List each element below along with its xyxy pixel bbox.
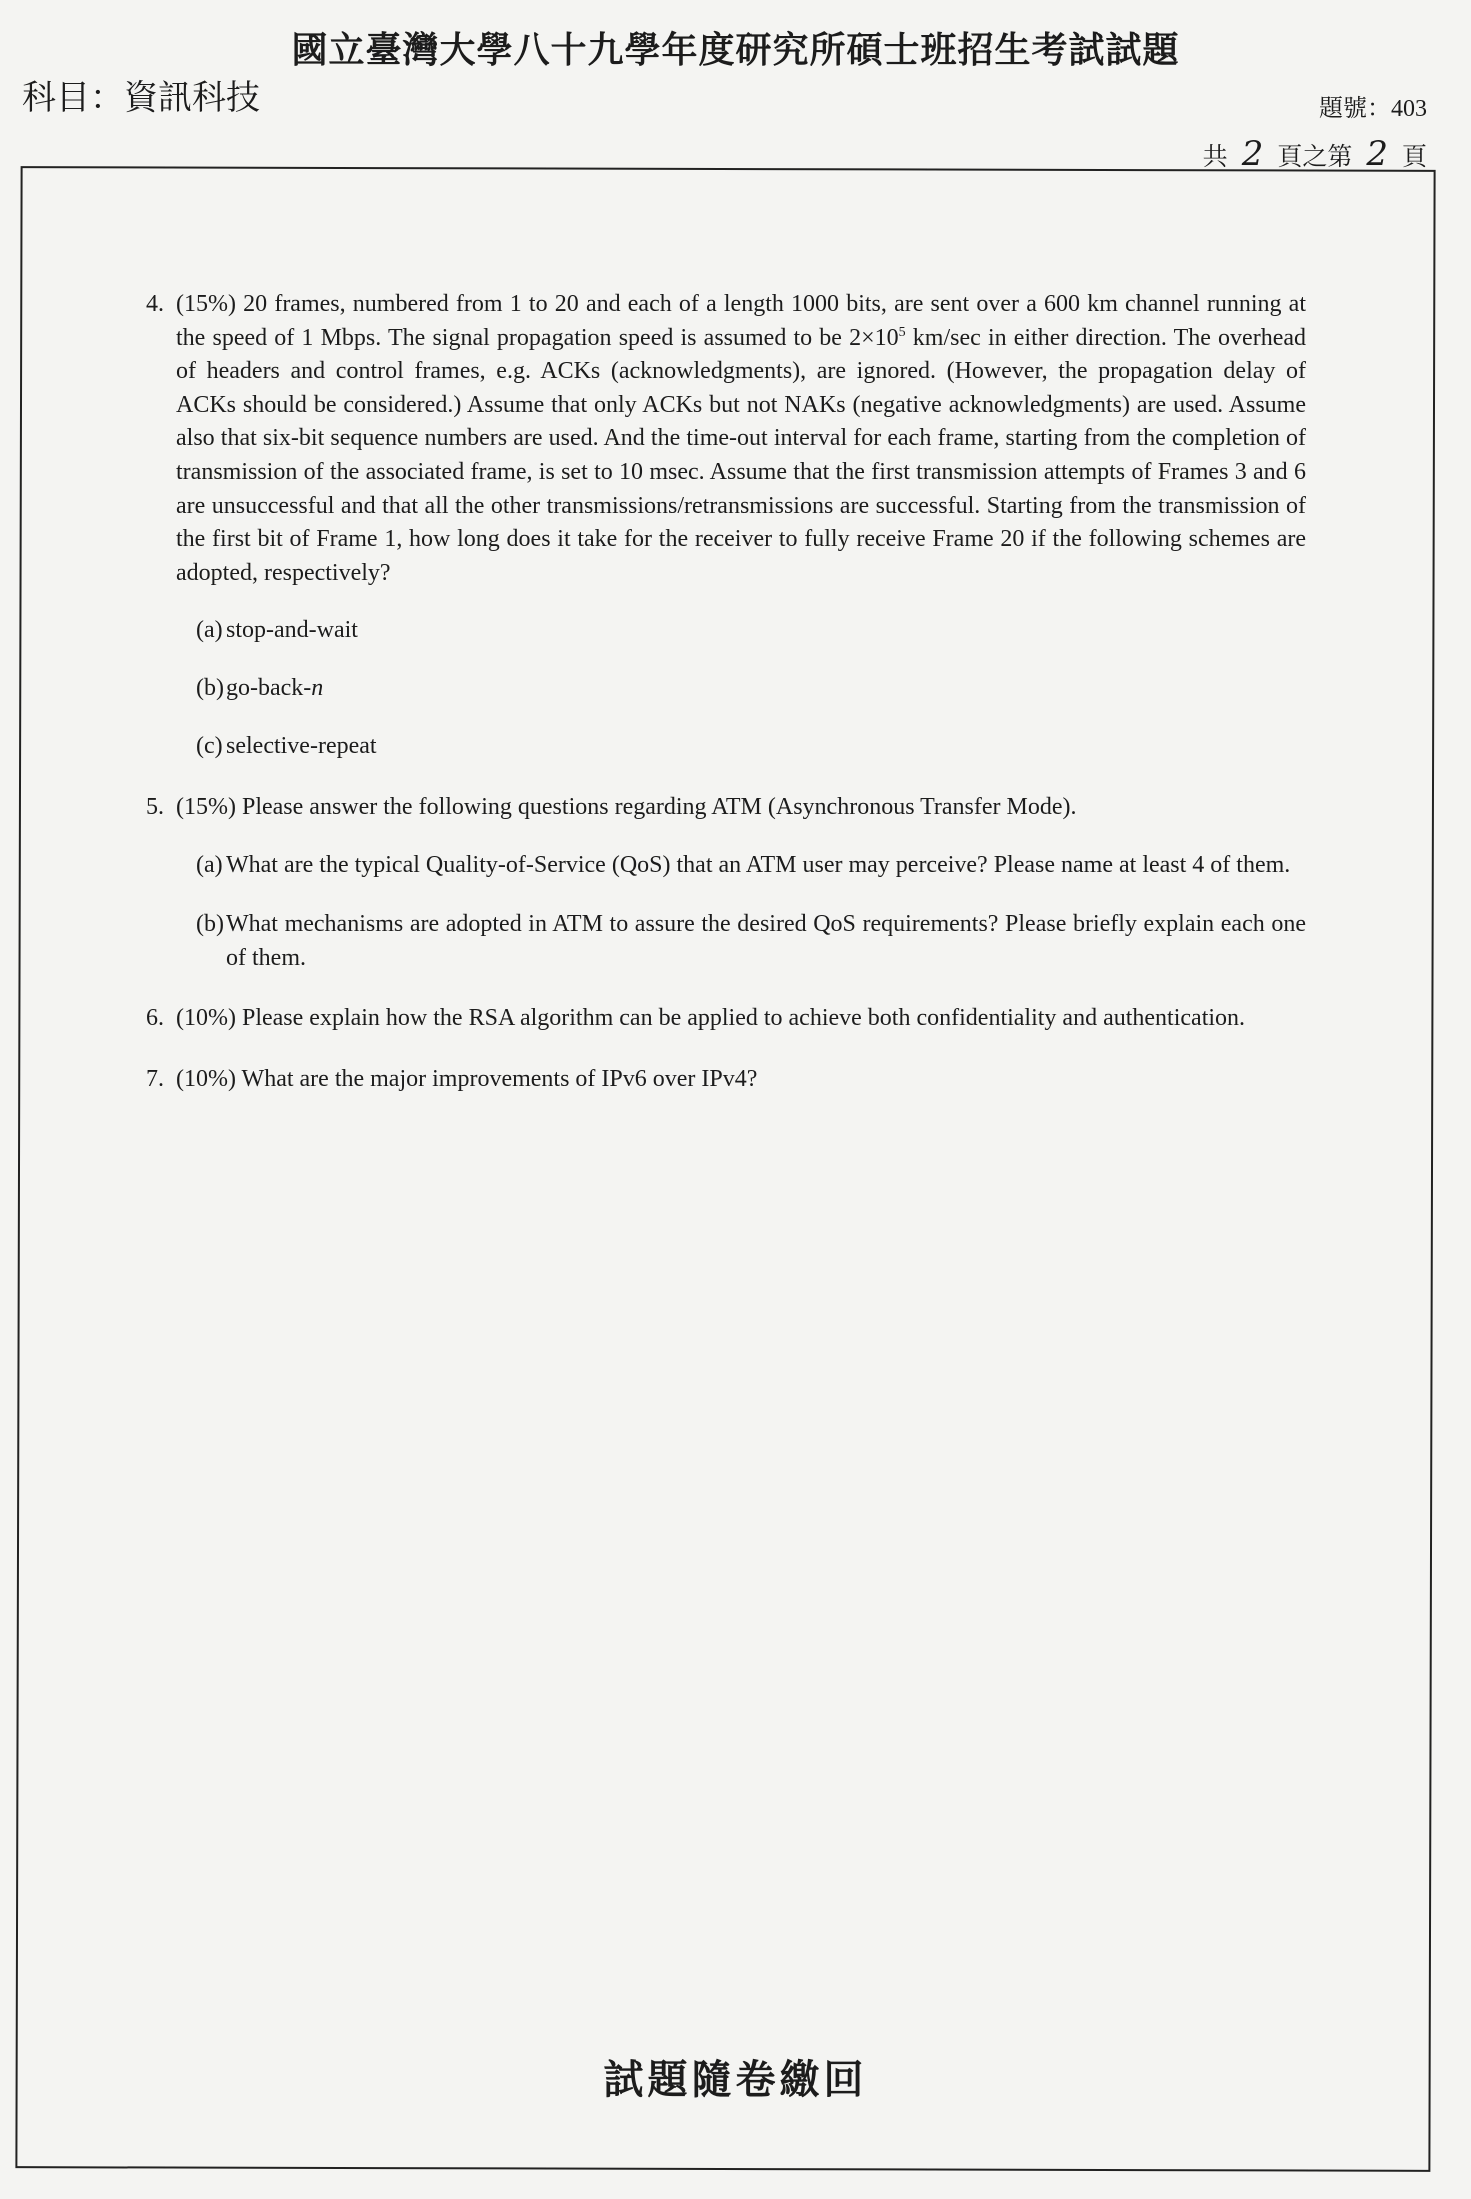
subitem-list	[176, 614, 1306, 763]
page-count	[1203, 134, 1427, 174]
subitem-c	[176, 730, 1306, 764]
subitem-label: (a)	[196, 617, 223, 644]
subject-label: 科目：資訊科技	[22, 80, 260, 117]
question-number: 5.	[146, 794, 164, 821]
question-5	[146, 791, 1306, 975]
subitem-b	[176, 908, 1306, 975]
question-text: (15%) Please answer the following questions regarding ATM (Asynchronous Transfer Mode).	[176, 794, 1077, 821]
question-text: (10%) Please explain how the RSA algorithm can be applied to achieve both confidentiality and authentication.	[176, 1004, 1246, 1031]
subitem-label: (a)	[196, 851, 223, 878]
question-6	[146, 1002, 1306, 1036]
question-text-cont: km/sec in either direction. The overhead of headers and control frames, e.g. ACKs (acknowledgments), are ignored. (However, the propagation delay of ACKs should be considered.) Assume that only ACKs but not NAKs (negative acknowledgments) are used. Assume also that six-bit sequence numbers are used. And the time-out interval for each frame, starting from the completion of transmission of the associated frame, is set to 10 msec. Assume that the first transmission attempts of Frames 3 and 6 are unsuccessful and that all the other transmissions/retransmissions are successful. Starting from the transmission of the first bit of Frame 1, how long does it take for the receiver to fully receive Frame 20 if the following schemes are adopted, respectively?	[176, 324, 1306, 586]
question-4	[146, 288, 1306, 763]
page-count-suffix: 頁	[1401, 144, 1427, 171]
return-exam-stamp: 試題隨卷繳回	[603, 2057, 868, 2102]
question-number: 6.	[146, 1004, 164, 1031]
question-text: (10%) What are the major improvements of IPv6 over IPv4?	[176, 1066, 758, 1093]
subitem-b	[176, 672, 1306, 706]
subitem-text: go-back-	[226, 674, 312, 701]
exam-title: 國立臺灣大學八十九學年度研究所碩士班招生考試試題	[291, 30, 1180, 70]
subitem-a	[176, 614, 1306, 648]
subitem-label: (b)	[196, 911, 224, 938]
subitem-a	[176, 849, 1306, 883]
subitem-text: selective-repeat	[226, 732, 377, 759]
subitem-text: What are the typical Quality-of-Service (QoS) that an ATM user may perceive? Please name at least 4 of them.	[226, 851, 1291, 878]
questions-area	[146, 288, 1306, 1097]
page-count-middle: 頁之第	[1277, 144, 1353, 171]
page-current: 2	[1366, 134, 1388, 174]
exam-number: 題號：403	[1319, 96, 1427, 122]
subitem-list	[176, 849, 1306, 976]
page-total: 2	[1241, 134, 1264, 174]
page-count-prefix: 共	[1202, 144, 1228, 171]
question-text: (15%) 20 frames, numbered from 1 to 20 and each of a length 1000 bits, are sent over a 600 km channel running at the speed of 1 Mbps. The signal propagation speed is assumed to be 2×10	[176, 291, 1306, 351]
subitem-text: What mechanisms are adopted in ATM to assure the desired QoS requirements? Please briefly explain each one of them.	[226, 911, 1306, 971]
question-7	[146, 1063, 1306, 1097]
subitem-text: stop-and-wait	[226, 617, 358, 644]
question-number: 4.	[146, 291, 164, 317]
subitem-italic-n: n	[311, 674, 324, 701]
subitem-label: (c)	[196, 732, 223, 759]
subitem-label: (b)	[196, 674, 224, 701]
question-number: 7.	[146, 1066, 164, 1093]
exponent: 5	[898, 324, 906, 340]
